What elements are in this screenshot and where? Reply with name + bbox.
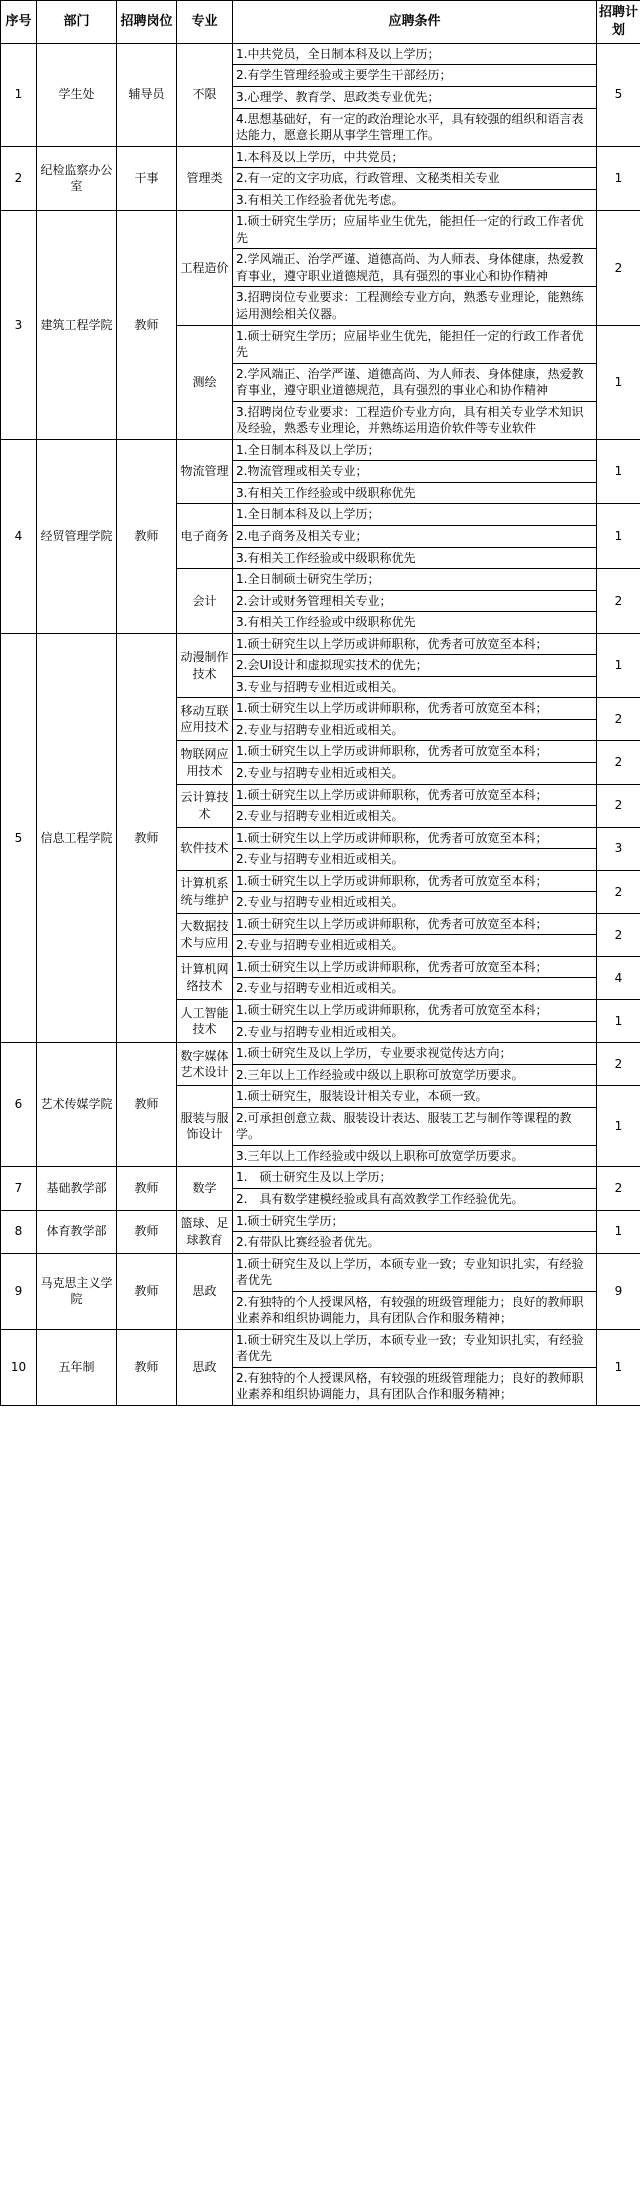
row-number-cell: 3	[1, 211, 37, 440]
condition-cell: 2.专业与招聘专业相近或相关。	[233, 892, 597, 914]
condition-cell: 2.电子商务及相关专业；	[233, 526, 597, 548]
plan-count-cell: 1	[597, 1086, 640, 1167]
department-cell: 五年制	[37, 1329, 117, 1405]
condition-cell: 3.招聘岗位专业要求：工程造价专业方向，具有相关专业学术知识及经验，熟悉专业理论，并熟练运用造价软件等专业软件	[233, 401, 597, 439]
header-major: 专业	[177, 1, 233, 44]
condition-cell: 4.思想基础好，有一定的政治理论水平，具有较强的组织和语言表达能力，愿意长期从事学生管理工作。	[233, 108, 597, 146]
position-cell: 教师	[117, 1210, 177, 1253]
major-cell: 管理类	[177, 146, 233, 211]
table-row	[1, 1167, 640, 1189]
plan-count-cell: 2	[597, 870, 640, 913]
plan-count-cell: 1	[597, 633, 640, 698]
header-plan: 招聘计划	[597, 1, 640, 44]
department-cell: 艺术传媒学院	[37, 1043, 117, 1167]
condition-cell: 1.硕士研究生及以上学历，本硕专业一致；专业知识扎实，有经验者优先	[233, 1329, 597, 1367]
condition-cell: 3.有相关工作经验者优先考虑。	[233, 189, 597, 211]
condition-cell: 2.可承担创意立裁、服装设计表达、服装工艺与制作等课程的教学。	[233, 1107, 597, 1145]
condition-cell: 2.专业与招聘专业相近或相关。	[233, 978, 597, 1000]
plan-count-cell: 1	[597, 325, 640, 439]
plan-count-cell: 1	[597, 439, 640, 504]
condition-cell: 3.三年以上工作经验或中级以上职称可放宽学历要求。	[233, 1145, 597, 1167]
plan-count-cell: 2	[597, 741, 640, 784]
position-cell: 教师	[117, 1167, 177, 1210]
header-no: 序号	[1, 1, 37, 44]
plan-count-cell: 1	[597, 1000, 640, 1043]
condition-cell: 2.学风端正、治学严谨、道德高尚、为人师表、身体健康，热爱教育事业，遵守职业道德规范，具有强烈的事业心和协作精神	[233, 363, 597, 401]
table-row	[1, 1253, 640, 1291]
position-cell: 教师	[117, 633, 177, 1042]
condition-cell: 2.物流管理或相关专业；	[233, 461, 597, 483]
condition-cell: 1.中共党员，全日制本科及以上学历；	[233, 43, 597, 65]
major-cell: 物流管理	[177, 439, 233, 504]
condition-cell: 3.心理学、教育学、思政类专业优先；	[233, 86, 597, 108]
plan-count-cell: 5	[597, 43, 640, 146]
condition-cell: 3.有相关工作经验或中级职称优先	[233, 547, 597, 569]
header-conditions: 应聘条件	[233, 1, 597, 44]
table-row	[1, 1210, 640, 1232]
plan-count-cell: 1	[597, 1210, 640, 1253]
position-cell: 教师	[117, 1043, 177, 1167]
major-cell: 服装与服饰设计	[177, 1086, 233, 1167]
position-cell: 教师	[117, 1329, 177, 1405]
major-cell: 思政	[177, 1253, 233, 1329]
plan-count-cell: 2	[597, 569, 640, 634]
department-cell: 学生处	[37, 43, 117, 146]
major-cell: 数字媒体艺术设计	[177, 1043, 233, 1086]
row-number-cell: 5	[1, 633, 37, 1042]
condition-cell: 1.硕士研究生，服装设计相关专业，本硕一致。	[233, 1086, 597, 1108]
condition-cell: 3.招聘岗位专业要求：工程测绘专业方向，熟悉专业理论，能熟练运用测绘相关仪器。	[233, 287, 597, 325]
plan-count-cell: 2	[597, 1043, 640, 1086]
condition-cell: 2. 具有数学建模经验或具有高效教学工作经验优先。	[233, 1188, 597, 1210]
condition-cell: 2.专业与招聘专业相近或相关。	[233, 806, 597, 828]
condition-cell: 1.硕士研究生及以上学历，专业要求视觉传达方向；	[233, 1043, 597, 1065]
major-cell: 软件技术	[177, 827, 233, 870]
plan-count-cell: 1	[597, 1329, 640, 1405]
condition-cell: 1.硕士研究生以上学历或讲师职称，优秀者可放宽至本科；	[233, 870, 597, 892]
table-row	[1, 1043, 640, 1065]
major-cell: 数学	[177, 1167, 233, 1210]
condition-cell: 2.会UI设计和虚拟现实技术的优先；	[233, 655, 597, 677]
major-cell: 计算机网络技术	[177, 956, 233, 999]
table-row	[1, 211, 640, 249]
row-number-cell: 1	[1, 43, 37, 146]
condition-cell: 1.硕士研究生以上学历或讲师职称，优秀者可放宽至本科；	[233, 698, 597, 720]
condition-cell: 1.硕士研究生学历；应届毕业生优先，能担任一定的行政工作者优先	[233, 325, 597, 363]
major-cell: 会计	[177, 569, 233, 634]
row-number-cell: 6	[1, 1043, 37, 1167]
condition-cell: 2.专业与招聘专业相近或相关。	[233, 763, 597, 785]
plan-count-cell: 1	[597, 504, 640, 569]
condition-cell: 3.有相关工作经验或中级职称优先	[233, 482, 597, 504]
condition-cell: 1.硕士研究生以上学历或讲师职称，优秀者可放宽至本科；	[233, 827, 597, 849]
major-cell: 人工智能技术	[177, 1000, 233, 1043]
plan-count-cell: 4	[597, 956, 640, 999]
condition-cell: 2.专业与招聘专业相近或相关。	[233, 935, 597, 957]
major-cell: 物联网应用技术	[177, 741, 233, 784]
condition-cell: 1.硕士研究生以上学历或讲师职称，优秀者可放宽至本科；	[233, 1000, 597, 1022]
condition-cell: 2.三年以上工作经验或中级以上职称可放宽学历要求。	[233, 1064, 597, 1086]
condition-cell: 1.全日制本科及以上学历；	[233, 439, 597, 461]
position-cell: 教师	[117, 211, 177, 440]
condition-cell: 2.有学生管理经验或主要学生干部经历；	[233, 65, 597, 87]
condition-cell: 2.学风端正、治学严谨、道德高尚、为人师表、身体健康，热爱教育事业，遵守职业道德规范，具有强烈的事业心和协作精神	[233, 249, 597, 287]
header-dept: 部门	[37, 1, 117, 44]
condition-cell: 2.有独特的个人授课风格，有较强的班级管理能力；良好的教师职业素养和组织协调能力，具有团队合作和服务精神；	[233, 1291, 597, 1329]
condition-cell: 2.有独特的个人授课风格，有较强的班级管理能力；良好的教师职业素养和组织协调能力，具有团队合作和服务精神；	[233, 1367, 597, 1405]
plan-count-cell: 2	[597, 784, 640, 827]
condition-cell: 2.专业与招聘专业相近或相关。	[233, 1021, 597, 1043]
plan-count-cell: 2	[597, 698, 640, 741]
row-number-cell: 10	[1, 1329, 37, 1405]
condition-cell: 3.有相关工作经验或中级职称优先	[233, 612, 597, 634]
major-cell: 篮球、足球教育	[177, 1210, 233, 1253]
major-cell: 云计算技术	[177, 784, 233, 827]
major-cell: 不限	[177, 43, 233, 146]
position-cell: 干事	[117, 146, 177, 211]
condition-cell: 1.硕士研究生以上学历或讲师职称，优秀者可放宽至本科；	[233, 784, 597, 806]
condition-cell: 2.专业与招聘专业相近或相关。	[233, 719, 597, 741]
plan-count-cell: 2	[597, 913, 640, 956]
plan-count-cell: 9	[597, 1253, 640, 1329]
major-cell: 移动互联应用技术	[177, 698, 233, 741]
table-body	[1, 43, 640, 1405]
condition-cell: 1.全日制本科及以上学历；	[233, 504, 597, 526]
plan-count-cell: 3	[597, 827, 640, 870]
condition-cell: 2.有带队比赛经验者优先。	[233, 1232, 597, 1254]
department-cell: 建筑工程学院	[37, 211, 117, 440]
condition-cell: 2.会计或财务管理相关专业；	[233, 590, 597, 612]
department-cell: 纪检监察办公室	[37, 146, 117, 211]
condition-cell: 1.硕士研究生学历；	[233, 1210, 597, 1232]
condition-cell: 1.硕士研究生以上学历或讲师职称，优秀者可放宽至本科；	[233, 741, 597, 763]
row-number-cell: 7	[1, 1167, 37, 1210]
condition-cell: 1.本科及以上学历，中共党员；	[233, 146, 597, 168]
department-cell: 马克思主义学院	[37, 1253, 117, 1329]
major-cell: 测绘	[177, 325, 233, 439]
condition-cell: 1.硕士研究生学历；应届毕业生优先，能担任一定的行政工作者优先	[233, 211, 597, 249]
table-row	[1, 439, 640, 461]
department-cell: 基础教学部	[37, 1167, 117, 1210]
major-cell: 工程造价	[177, 211, 233, 325]
header-post: 招聘岗位	[117, 1, 177, 44]
department-cell: 体育教学部	[37, 1210, 117, 1253]
position-cell: 教师	[117, 439, 177, 633]
plan-count-cell: 2	[597, 211, 640, 325]
table-row	[1, 633, 640, 655]
major-cell: 动漫制作技术	[177, 633, 233, 698]
table-row	[1, 1329, 640, 1367]
row-number-cell: 9	[1, 1253, 37, 1329]
major-cell: 计算机系统与维护	[177, 870, 233, 913]
department-cell: 信息工程学院	[37, 633, 117, 1042]
major-cell: 电子商务	[177, 504, 233, 569]
condition-cell: 1.硕士研究生及以上学历，本硕专业一致；专业知识扎实，有经验者优先	[233, 1253, 597, 1291]
plan-count-cell: 1	[597, 146, 640, 211]
table-row	[1, 43, 640, 65]
plan-count-cell: 2	[597, 1167, 640, 1210]
row-number-cell: 4	[1, 439, 37, 633]
condition-cell: 1. 硕士研究生及以上学历；	[233, 1167, 597, 1189]
major-cell: 思政	[177, 1329, 233, 1405]
condition-cell: 1.硕士研究生以上学历或讲师职称，优秀者可放宽至本科；	[233, 913, 597, 935]
condition-cell: 1.全日制硕士研究生学历；	[233, 569, 597, 591]
condition-cell: 3.专业与招聘专业相近或相关。	[233, 676, 597, 698]
row-number-cell: 8	[1, 1210, 37, 1253]
condition-cell: 2.专业与招聘专业相近或相关。	[233, 849, 597, 871]
position-cell: 教师	[117, 1253, 177, 1329]
table-row	[1, 146, 640, 168]
condition-cell: 1.硕士研究生以上学历或讲师职称，优秀者可放宽至本科；	[233, 956, 597, 978]
header-row	[1, 1, 640, 44]
department-cell: 经贸管理学院	[37, 439, 117, 633]
condition-cell: 2.有一定的文字功底，行政管理、文秘类相关专业	[233, 168, 597, 190]
condition-cell: 1.硕士研究生以上学历或讲师职称，优秀者可放宽至本科；	[233, 633, 597, 655]
major-cell: 大数据技术与应用	[177, 913, 233, 956]
row-number-cell: 2	[1, 146, 37, 211]
position-cell: 辅导员	[117, 43, 177, 146]
